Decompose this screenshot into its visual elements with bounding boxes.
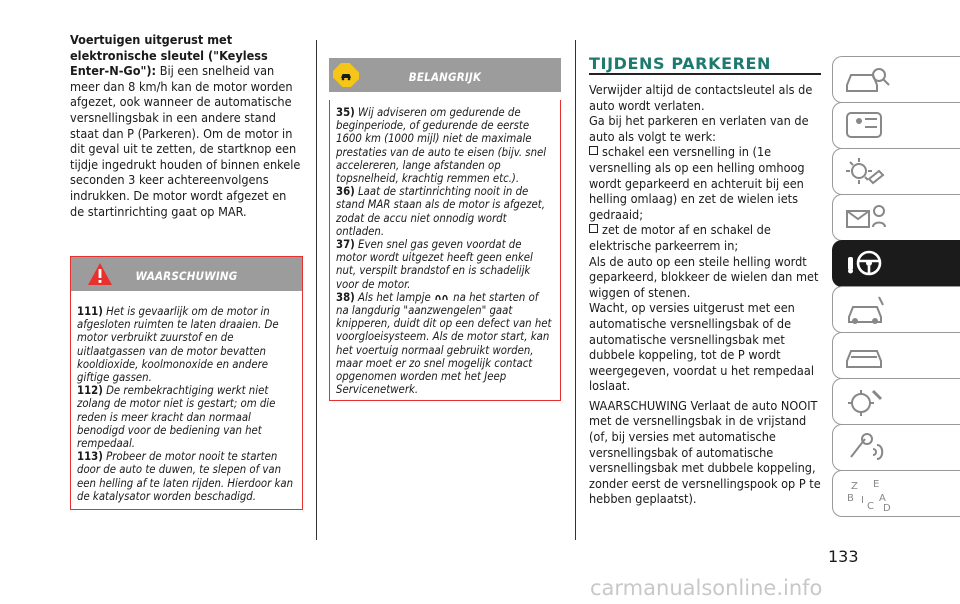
bullet-item: zet de motor af en schakel de elektrische parkeerrem in; <box>589 222 771 253</box>
intro-paragraph <box>70 32 302 219</box>
tab-dashboard[interactable] <box>832 194 960 241</box>
tab-car-search[interactable] <box>832 56 960 103</box>
car-search-icon <box>839 61 899 97</box>
svg-text:B: B <box>847 493 854 504</box>
section-heading: TIJDENS PARKEREN <box>589 54 772 73</box>
watermark: carmanualsonline.info <box>590 576 823 600</box>
paragraph: Wacht, op versies uitgerust met een automatische versnellingsbak of de automatische versnellingsbak met dubbele koppeling, tot de P wordt weergegeven, voordat u het rempedaal loslaat. <box>589 300 814 394</box>
heading-underline <box>589 73 821 75</box>
column-divider-1 <box>316 40 317 540</box>
important-box <box>329 58 561 426</box>
tab-multimedia[interactable] <box>832 424 960 471</box>
tab-starting-and-driving[interactable] <box>832 240 960 287</box>
tab-emergency[interactable] <box>832 286 960 333</box>
section-body <box>589 82 825 507</box>
paragraph: Ga bij het parkeren en verlaten van de auto als volgt te werk: <box>589 113 809 144</box>
paragraph: Verwijder altijd de contactsleutel als de auto wordt verlaten. <box>589 82 813 113</box>
warning-notes <box>71 299 302 503</box>
multimedia-icon <box>839 429 899 465</box>
tab-warning-lights[interactable] <box>832 148 960 195</box>
seat-belt-icon <box>839 107 899 143</box>
car-service-icon <box>839 337 899 373</box>
warning-item: 111) Het is gevaarlijk om de motor in afgesloten ruimten te laten draaien. De motor verbruikt zuurstof en de uitlaatgassen van de motor bevatten kooldioxide, koolmonoxide en andere giftige gassen. <box>77 305 279 385</box>
important-item: 36) Laat de startinrichting nooit in de stand MAR staan als de motor is afgezet, zodat de accu niet onnodig wordt ontladen. <box>336 185 545 238</box>
important-item: 37) Even snel gas geven voordat de motor wordt uitgezet heeft geen enkel nut, verspilt brandstof en is schadelijk voor de motor. <box>336 238 533 291</box>
warning-header <box>71 257 302 291</box>
steering-wheel-key-icon <box>839 245 899 281</box>
bullet-square-icon <box>589 146 598 155</box>
emergency-icon <box>839 291 899 327</box>
tab-car-service[interactable] <box>832 332 960 379</box>
important-header <box>329 58 561 92</box>
bullet-square-icon <box>589 224 598 233</box>
warning-lights-icon <box>839 153 899 189</box>
dashboard-icon <box>839 199 899 235</box>
glow-plug-icon <box>434 292 450 301</box>
svg-text:Z: Z <box>851 481 858 492</box>
paragraph: WAARSCHUWING Verlaat de auto NOOIT met de versnellingsbak in de vrijstand (of, bij versies met automatische versnellingsbak of automatische versnellingsbak met dubbele koppeling, zonder eerst de versnellingspook op P te hebben geplaatst). <box>589 397 821 507</box>
tab-index[interactable] <box>832 470 960 517</box>
tab-seat-belt[interactable] <box>832 102 960 149</box>
tab-technical-data[interactable] <box>832 378 960 425</box>
technical-data-icon <box>839 383 899 419</box>
important-item: 35) Wij adviseren om gedurende de beginperiode, of gedurende de eerste 1600 km (1000 mijl) niet de maximale prestaties van de auto te eisen (bijv. snel accelereren, lange afstanden op topsnelheid, krachtig remmen etc.). <box>336 106 547 186</box>
svg-text:I: I <box>861 495 864 506</box>
paragraph: Als de auto op een steile helling wordt geparkeerd, blokkeer de wielen dan met wiggen of stenen. <box>589 253 819 300</box>
svg-text:A: A <box>879 493 886 504</box>
intro-lead: Voertuigen uitgerust met elektronische sleutel ("Keyless Enter-N-Go"): <box>70 32 268 79</box>
warning-title: WAARSCHUWING <box>135 269 238 283</box>
important-title: BELANGRIJK <box>408 70 482 84</box>
page-number: 133 <box>828 547 859 566</box>
important-notes <box>329 100 561 401</box>
column-divider-2 <box>575 40 576 540</box>
warning-item: 113) Probeer de motor nooit te starten door de auto te duwen, te slepen of van een helling af te laten rijden. Hierdoor kan de katalysator worden beschadigd. <box>77 450 294 503</box>
important-item: 38) Als het lampje na het starten of na langdurig "aanzwengelen" gaat knipperen, duidt dit op een defect van het voorgloeisysteem. Als de motor start, kan het voertuig normaal gebruikt worden, maar moet er zo snel mogelijk contact opgenomen worden met het Jeep Servicenetwerk. <box>336 290 552 397</box>
warning-item: 112) De rembekrachtiging werkt niet zolang de motor niet is gestart; om die reden is meer kracht dan normaal benodigd voor de bediening van het rempedaal. <box>77 384 276 451</box>
svg-text:C: C <box>867 501 874 512</box>
bullet-item: schakel een versnelling in (1e versnelling als op een helling omhoog wordt geparkeerd en achteruit bij een helling omlaag) en zet de wielen iets gedraaid; <box>589 144 805 222</box>
warning-box <box>70 256 303 510</box>
intro-body: Bij een snelheid van meer dan 8 km/h kan de motor worden afgezet, ook wanneer de automatische versnellingsbak in een andere stand staat dan P (Parkeren). Om de motor in dit geval uit te zetten, de startknop een tijdje ingedrukt houden of binnen enkele seconden 3 keer achtereenvolgens indrukken. De motor wordt afgezet en de startinrichting gaat op MAR. <box>70 63 301 219</box>
svg-text:E: E <box>873 479 880 490</box>
index-icon <box>839 475 899 513</box>
svg-text:D: D <box>883 503 891 513</box>
